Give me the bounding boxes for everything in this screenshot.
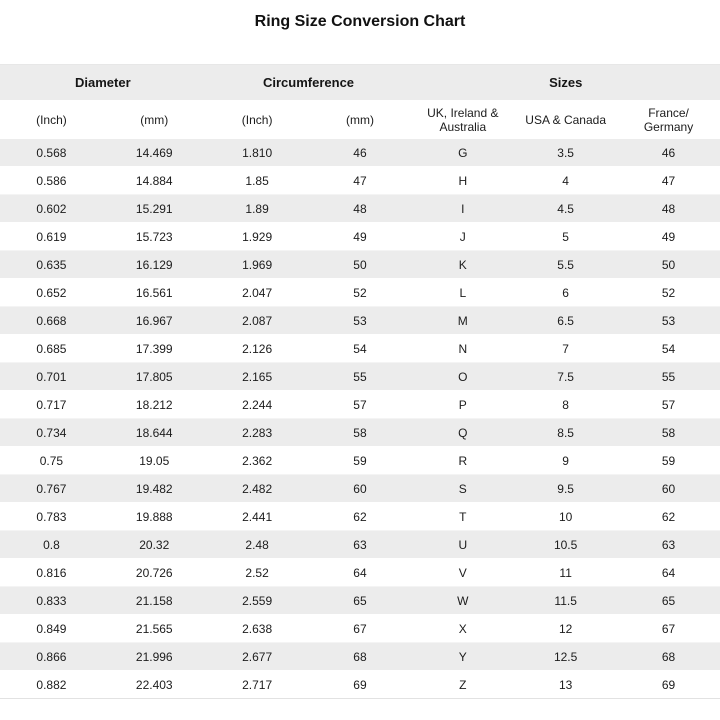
cell-diameter-mm: 21.158 xyxy=(103,587,206,615)
cell-diameter-mm: 19.888 xyxy=(103,503,206,531)
cell-diameter-mm: 21.565 xyxy=(103,615,206,643)
cell-size-uk-ireland-australia: H xyxy=(411,167,514,195)
cell-diameter-inch: 0.652 xyxy=(0,279,103,307)
table-row xyxy=(0,335,720,363)
cell-size-usa-canada: 4 xyxy=(514,167,617,195)
cell-size-usa-canada: 6.5 xyxy=(514,307,617,335)
column-group-circumference: Circumference xyxy=(206,65,412,101)
cell-diameter-inch: 0.586 xyxy=(0,167,103,195)
cell-size-usa-canada: 8.5 xyxy=(514,419,617,447)
cell-diameter-inch: 0.833 xyxy=(0,587,103,615)
ring-size-conversion-table xyxy=(0,64,720,699)
cell-size-france-germany: 55 xyxy=(617,363,720,391)
cell-size-france-germany: 68 xyxy=(617,643,720,671)
cell-size-france-germany: 52 xyxy=(617,279,720,307)
column-group-diameter: Diameter xyxy=(0,65,206,101)
cell-diameter-mm: 20.32 xyxy=(103,531,206,559)
cell-diameter-mm: 15.723 xyxy=(103,223,206,251)
table-row xyxy=(0,503,720,531)
cell-circumference-mm: 48 xyxy=(309,195,412,223)
cell-size-usa-canada: 12 xyxy=(514,615,617,643)
cell-size-france-germany: 46 xyxy=(617,139,720,167)
cell-size-usa-canada: 5 xyxy=(514,223,617,251)
cell-circumference-inch: 2.047 xyxy=(206,279,309,307)
cell-size-uk-ireland-australia: U xyxy=(411,531,514,559)
cell-diameter-mm: 14.469 xyxy=(103,139,206,167)
cell-circumference-mm: 64 xyxy=(309,559,412,587)
cell-size-usa-canada: 11.5 xyxy=(514,587,617,615)
cell-size-uk-ireland-australia: N xyxy=(411,335,514,363)
cell-diameter-inch: 0.701 xyxy=(0,363,103,391)
cell-size-usa-canada: 3.5 xyxy=(514,139,617,167)
cell-size-usa-canada: 9 xyxy=(514,447,617,475)
cell-size-france-germany: 58 xyxy=(617,419,720,447)
cell-diameter-inch: 0.734 xyxy=(0,419,103,447)
cell-size-usa-canada: 8 xyxy=(514,391,617,419)
column-header-uk-ireland-australia: UK, Ireland & Australia xyxy=(411,100,514,139)
cell-size-usa-canada: 9.5 xyxy=(514,475,617,503)
cell-circumference-inch: 2.087 xyxy=(206,307,309,335)
cell-size-france-germany: 64 xyxy=(617,559,720,587)
column-header-usa-canada: USA & Canada xyxy=(514,100,617,139)
table-row xyxy=(0,279,720,307)
cell-diameter-inch: 0.568 xyxy=(0,139,103,167)
cell-size-usa-canada: 4.5 xyxy=(514,195,617,223)
cell-diameter-mm: 16.967 xyxy=(103,307,206,335)
cell-size-uk-ireland-australia: K xyxy=(411,251,514,279)
cell-diameter-inch: 0.717 xyxy=(0,391,103,419)
cell-diameter-inch: 0.783 xyxy=(0,503,103,531)
column-group-sizes: Sizes xyxy=(411,65,720,101)
cell-circumference-mm: 46 xyxy=(309,139,412,167)
cell-size-france-germany: 63 xyxy=(617,531,720,559)
table-row xyxy=(0,447,720,475)
cell-circumference-mm: 52 xyxy=(309,279,412,307)
cell-diameter-inch: 0.882 xyxy=(0,671,103,699)
cell-circumference-mm: 57 xyxy=(309,391,412,419)
cell-size-usa-canada: 6 xyxy=(514,279,617,307)
table-row xyxy=(0,139,720,167)
cell-circumference-mm: 62 xyxy=(309,503,412,531)
cell-size-france-germany: 50 xyxy=(617,251,720,279)
cell-circumference-mm: 59 xyxy=(309,447,412,475)
cell-circumference-mm: 50 xyxy=(309,251,412,279)
cell-diameter-inch: 0.619 xyxy=(0,223,103,251)
cell-circumference-inch: 2.362 xyxy=(206,447,309,475)
cell-size-france-germany: 54 xyxy=(617,335,720,363)
cell-circumference-mm: 53 xyxy=(309,307,412,335)
cell-size-usa-canada: 10.5 xyxy=(514,531,617,559)
cell-size-usa-canada: 13 xyxy=(514,671,617,699)
cell-diameter-mm: 18.212 xyxy=(103,391,206,419)
cell-size-usa-canada: 7.5 xyxy=(514,363,617,391)
cell-circumference-inch: 2.165 xyxy=(206,363,309,391)
table-row xyxy=(0,251,720,279)
cell-circumference-inch: 2.717 xyxy=(206,671,309,699)
cell-size-uk-ireland-australia: P xyxy=(411,391,514,419)
cell-diameter-inch: 0.8 xyxy=(0,531,103,559)
cell-size-uk-ireland-australia: O xyxy=(411,363,514,391)
cell-size-uk-ireland-australia: V xyxy=(411,559,514,587)
page-title: Ring Size Conversion Chart xyxy=(254,13,466,30)
cell-diameter-inch: 0.849 xyxy=(0,615,103,643)
cell-diameter-inch: 0.668 xyxy=(0,307,103,335)
cell-size-france-germany: 60 xyxy=(617,475,720,503)
cell-size-uk-ireland-australia: R xyxy=(411,447,514,475)
cell-size-usa-canada: 11 xyxy=(514,559,617,587)
cell-diameter-mm: 16.129 xyxy=(103,251,206,279)
cell-circumference-mm: 55 xyxy=(309,363,412,391)
cell-circumference-inch: 2.441 xyxy=(206,503,309,531)
table-row xyxy=(0,363,720,391)
cell-size-uk-ireland-australia: Q xyxy=(411,419,514,447)
table-row xyxy=(0,671,720,699)
cell-circumference-inch: 1.929 xyxy=(206,223,309,251)
cell-diameter-inch: 0.75 xyxy=(0,447,103,475)
column-group-row xyxy=(0,65,720,101)
cell-size-france-germany: 48 xyxy=(617,195,720,223)
cell-circumference-inch: 1.89 xyxy=(206,195,309,223)
cell-diameter-mm: 14.884 xyxy=(103,167,206,195)
cell-size-france-germany: 62 xyxy=(617,503,720,531)
table-row xyxy=(0,223,720,251)
cell-circumference-mm: 63 xyxy=(309,531,412,559)
cell-size-uk-ireland-australia: J xyxy=(411,223,514,251)
column-header-france-germany: France/ Germany xyxy=(617,100,720,139)
cell-diameter-inch: 0.816 xyxy=(0,559,103,587)
column-header-diameter-inch: (Inch) xyxy=(0,100,103,139)
column-header-circumference-inch: (Inch) xyxy=(206,100,309,139)
table-row xyxy=(0,643,720,671)
cell-size-uk-ireland-australia: S xyxy=(411,475,514,503)
cell-size-france-germany: 53 xyxy=(617,307,720,335)
cell-circumference-inch: 1.85 xyxy=(206,167,309,195)
cell-size-usa-canada: 12.5 xyxy=(514,643,617,671)
table-row xyxy=(0,615,720,643)
cell-circumference-inch: 2.482 xyxy=(206,475,309,503)
column-header-row xyxy=(0,100,720,139)
table-row xyxy=(0,391,720,419)
cell-size-uk-ireland-australia: L xyxy=(411,279,514,307)
table-row xyxy=(0,419,720,447)
table-row xyxy=(0,167,720,195)
cell-diameter-mm: 19.05 xyxy=(103,447,206,475)
cell-circumference-inch: 2.126 xyxy=(206,335,309,363)
cell-size-france-germany: 57 xyxy=(617,391,720,419)
cell-circumference-mm: 54 xyxy=(309,335,412,363)
cell-diameter-inch: 0.685 xyxy=(0,335,103,363)
cell-diameter-mm: 16.561 xyxy=(103,279,206,307)
cell-diameter-mm: 17.399 xyxy=(103,335,206,363)
cell-size-uk-ireland-australia: M xyxy=(411,307,514,335)
cell-circumference-mm: 69 xyxy=(309,671,412,699)
cell-size-france-germany: 65 xyxy=(617,587,720,615)
cell-diameter-inch: 0.635 xyxy=(0,251,103,279)
cell-circumference-inch: 2.52 xyxy=(206,559,309,587)
cell-circumference-inch: 2.283 xyxy=(206,419,309,447)
cell-size-france-germany: 49 xyxy=(617,223,720,251)
cell-diameter-mm: 17.805 xyxy=(103,363,206,391)
cell-size-uk-ireland-australia: X xyxy=(411,615,514,643)
cell-size-uk-ireland-australia: I xyxy=(411,195,514,223)
cell-size-uk-ireland-australia: Z xyxy=(411,671,514,699)
cell-size-france-germany: 67 xyxy=(617,615,720,643)
cell-size-usa-canada: 7 xyxy=(514,335,617,363)
column-header-circumference-mm: (mm) xyxy=(309,100,412,139)
cell-circumference-mm: 67 xyxy=(309,615,412,643)
cell-size-uk-ireland-australia: Y xyxy=(411,643,514,671)
table-row xyxy=(0,195,720,223)
cell-diameter-inch: 0.767 xyxy=(0,475,103,503)
cell-diameter-mm: 15.291 xyxy=(103,195,206,223)
cell-diameter-mm: 19.482 xyxy=(103,475,206,503)
cell-circumference-mm: 65 xyxy=(309,587,412,615)
cell-circumference-mm: 58 xyxy=(309,419,412,447)
cell-size-uk-ireland-australia: W xyxy=(411,587,514,615)
cell-diameter-mm: 22.403 xyxy=(103,671,206,699)
cell-circumference-inch: 2.48 xyxy=(206,531,309,559)
cell-diameter-mm: 21.996 xyxy=(103,643,206,671)
table-row xyxy=(0,475,720,503)
table-body xyxy=(0,139,720,699)
cell-circumference-mm: 68 xyxy=(309,643,412,671)
cell-diameter-inch: 0.602 xyxy=(0,195,103,223)
cell-size-usa-canada: 5.5 xyxy=(514,251,617,279)
cell-circumference-mm: 47 xyxy=(309,167,412,195)
cell-size-france-germany: 47 xyxy=(617,167,720,195)
cell-diameter-inch: 0.866 xyxy=(0,643,103,671)
cell-circumference-inch: 2.677 xyxy=(206,643,309,671)
cell-diameter-mm: 20.726 xyxy=(103,559,206,587)
cell-circumference-inch: 1.810 xyxy=(206,139,309,167)
cell-circumference-inch: 1.969 xyxy=(206,251,309,279)
cell-size-uk-ireland-australia: T xyxy=(411,503,514,531)
table-row xyxy=(0,307,720,335)
table-row xyxy=(0,531,720,559)
cell-circumference-inch: 2.638 xyxy=(206,615,309,643)
cell-size-france-germany: 69 xyxy=(617,671,720,699)
cell-size-usa-canada: 10 xyxy=(514,503,617,531)
cell-circumference-inch: 2.559 xyxy=(206,587,309,615)
cell-diameter-mm: 18.644 xyxy=(103,419,206,447)
cell-circumference-mm: 60 xyxy=(309,475,412,503)
cell-circumference-inch: 2.244 xyxy=(206,391,309,419)
table-header xyxy=(0,65,720,140)
column-header-diameter-mm: (mm) xyxy=(103,100,206,139)
table-row xyxy=(0,587,720,615)
cell-circumference-mm: 49 xyxy=(309,223,412,251)
cell-size-france-germany: 59 xyxy=(617,447,720,475)
cell-size-uk-ireland-australia: G xyxy=(411,139,514,167)
table-row xyxy=(0,559,720,587)
